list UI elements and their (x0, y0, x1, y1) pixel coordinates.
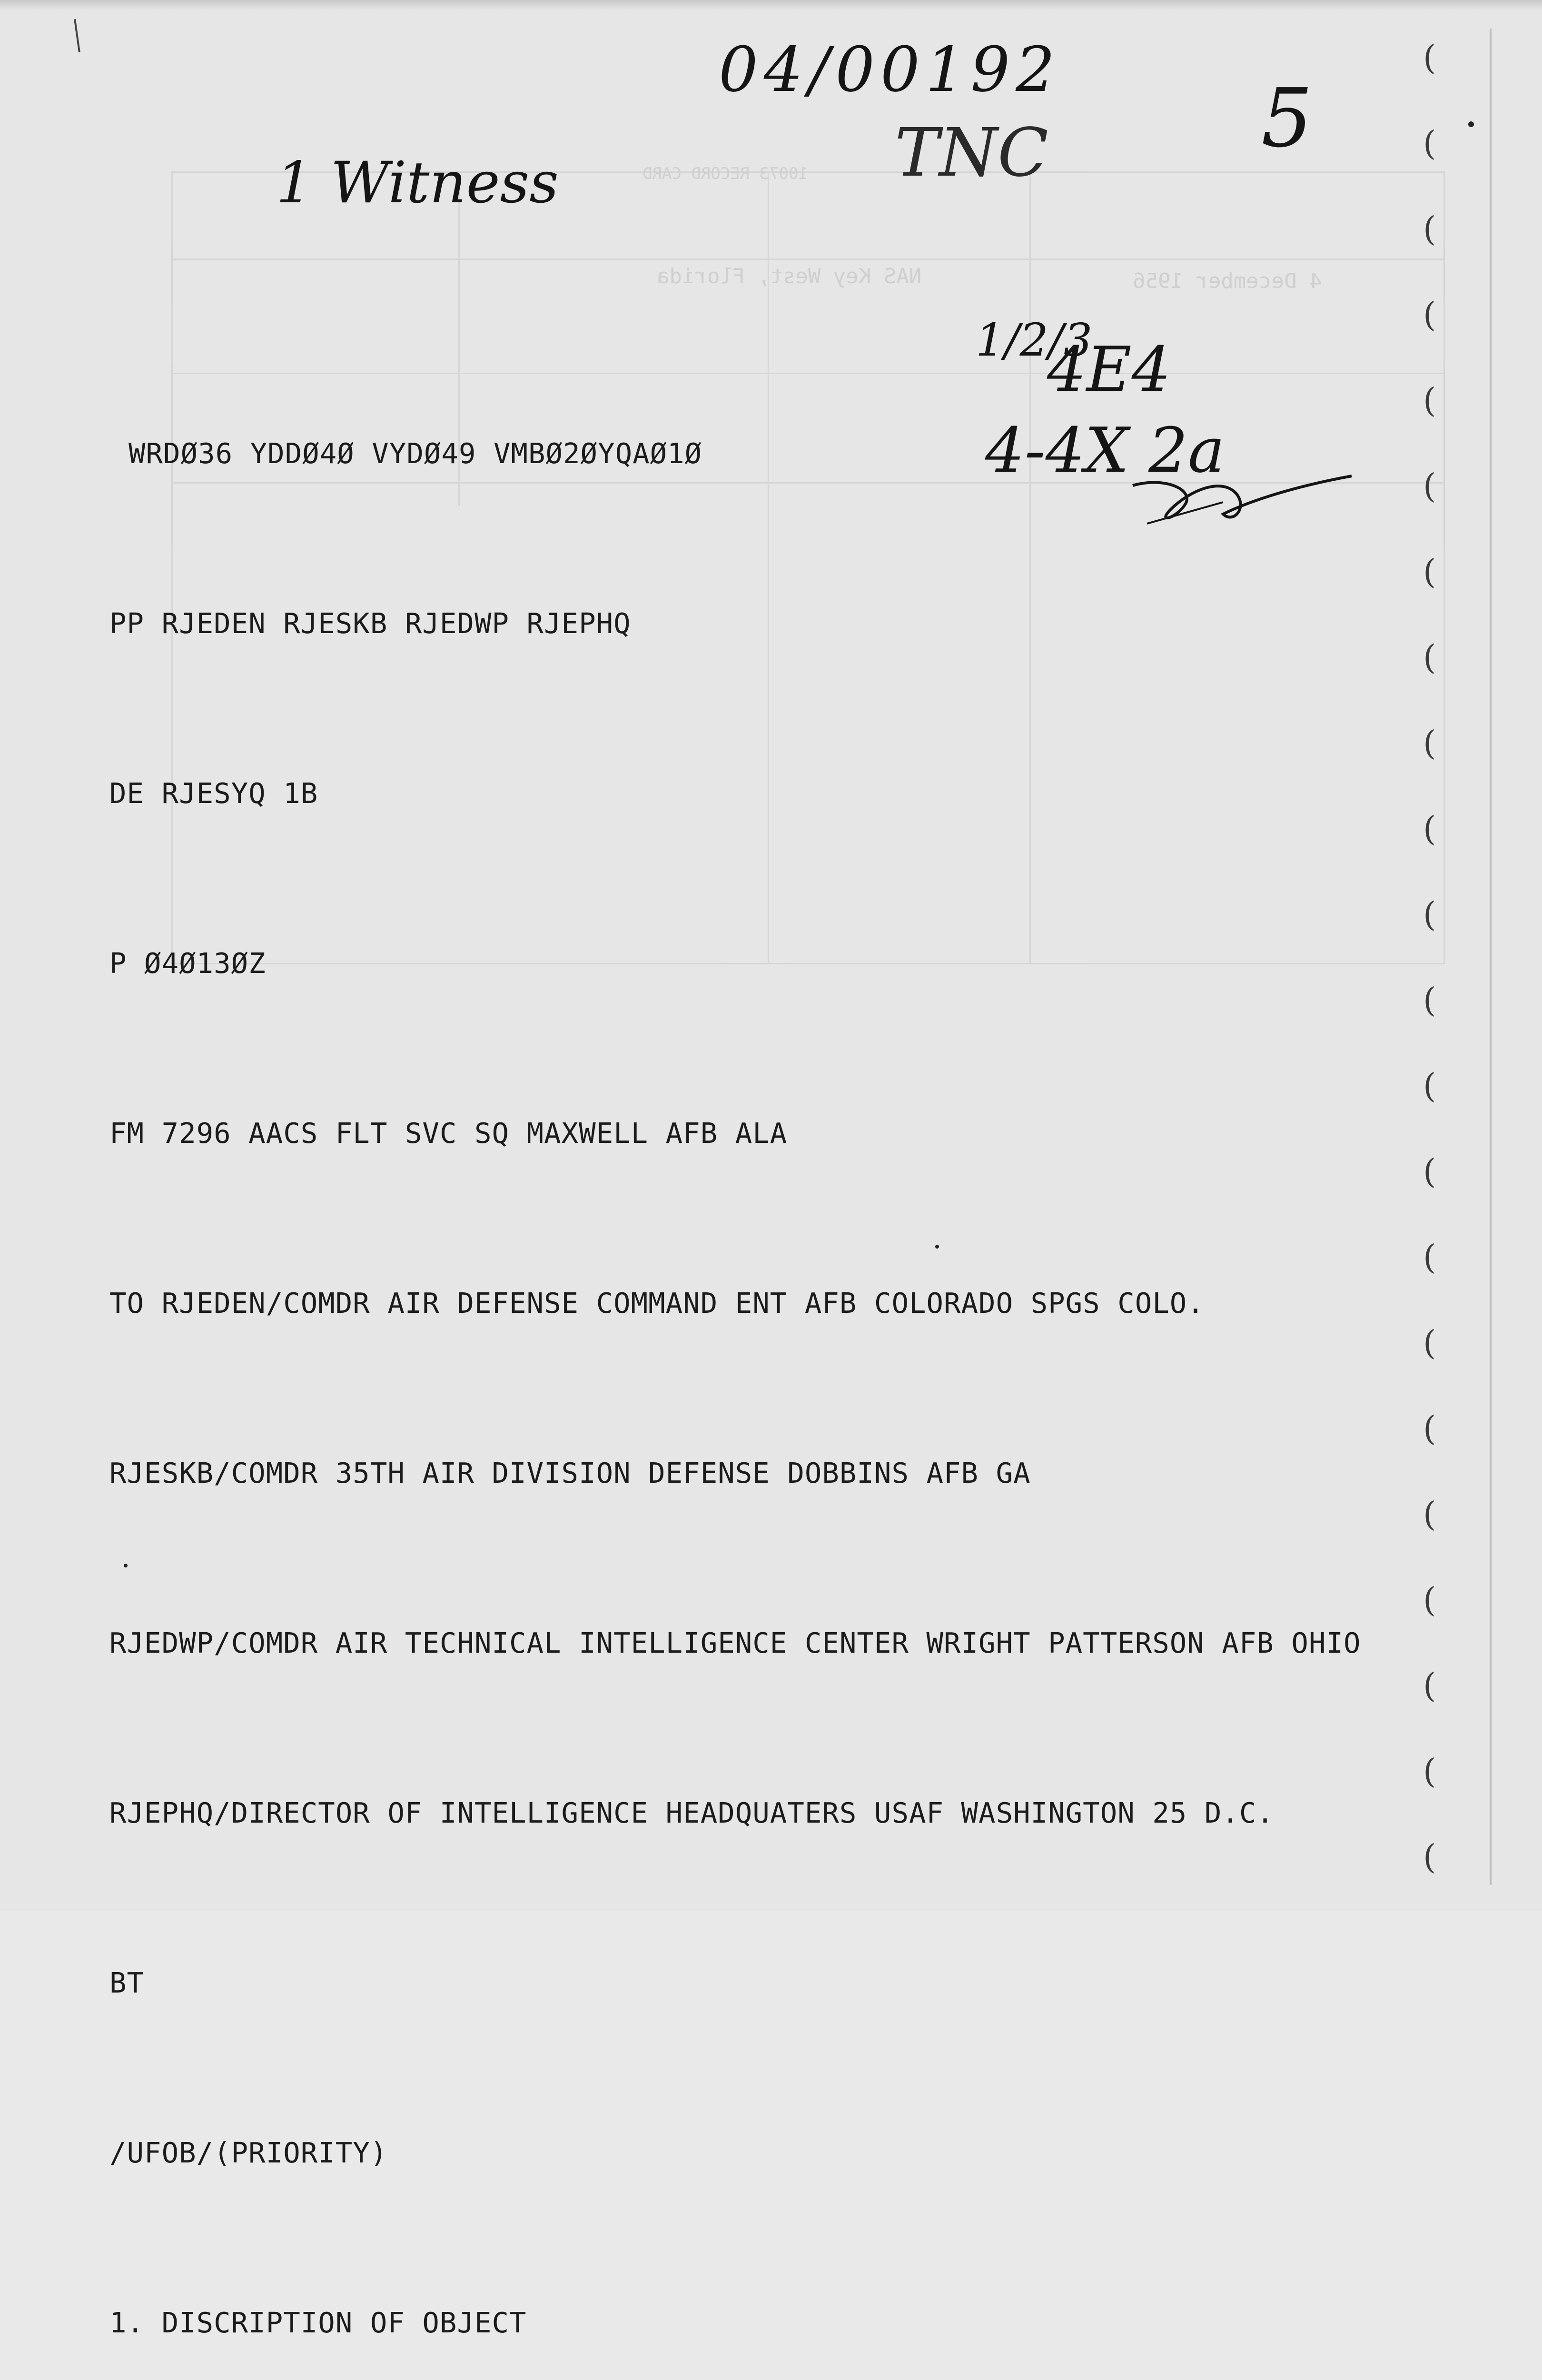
binder-hole-mark: ( (1423, 1409, 1436, 1448)
binder-hole-mark: ( (1423, 981, 1436, 1020)
from-line: FM 7296 AACS FLT SVC SQ MAXWELL AFB ALA (109, 1117, 788, 1150)
binder-hole-mark: ( (1423, 381, 1436, 420)
binder-hole-mark: ( (1423, 1837, 1436, 1876)
ghost-location: NAS Key West, Florida (657, 264, 922, 288)
binder-hole-mark: ( (1423, 1666, 1436, 1705)
binder-hole-mark: ( (1423, 1495, 1436, 1534)
binder-hole-mark: ( (1423, 124, 1436, 163)
addressee-line: RJEDWP/COMDR AIR TECHNICAL INTELLIGENCE CENTER WRIGHT PATTERSON AFB OHIO (109, 1626, 1361, 1659)
binder-hole-mark: ( (1423, 724, 1436, 763)
to-line: TO RJEDEN/COMDR AIR DEFENSE COMMAND ENT AFB COLORADO SPGS COLO. (109, 1287, 1205, 1319)
handwritten-witness-note: 1 Witness (276, 150, 559, 216)
binder-hole-mark: ( (1423, 1066, 1436, 1105)
handwritten-fraction: 1/2/3 (976, 314, 1093, 367)
routing-header-line: WRDØ36 YDDØ4Ø VYDØ49 VMBØ2ØYQAØ1Ø (128, 437, 702, 470)
binder-hole-mark: ( (1423, 295, 1436, 334)
binder-hole-mark: ( (1423, 895, 1436, 934)
subject-line: /UFOB/(PRIORITY) (109, 2136, 388, 2169)
binder-hole-mark: ( (1423, 1752, 1436, 1791)
addressee-line: RJEPHQ/DIRECTOR OF INTELLIGENCE HEADQUATERS USAF WASHINGTON 25 D.C. (109, 1796, 1274, 1829)
binder-hole-mark: ( (1423, 38, 1436, 77)
handwritten-reference-2: 4-4X 2a (985, 414, 1225, 486)
ghost-rule (173, 258, 1443, 260)
addressee-line: RJESKB/COMDR 35TH AIR DIVISION DEFENSE DOBBINS AFB GA (109, 1457, 1031, 1489)
binder-hole-mark: ( (1423, 1323, 1436, 1362)
binder-hole-mark: ( (1423, 1152, 1436, 1191)
ghost-date: 4 December 1956 (1133, 269, 1322, 293)
ghost-card-title: 10073 RECORD CARD (642, 164, 808, 183)
binder-hole-mark: ( (1423, 809, 1436, 848)
page-top-edge (0, 0, 1542, 10)
teletype-message (109, 312, 1361, 2380)
section-heading: 1. DISCRIPTION OF OBJECT (109, 2306, 527, 2339)
binder-hole-mark: ( (1423, 466, 1436, 506)
handwritten-page-number: 5 (1261, 71, 1313, 166)
date-time-group-line: P Ø4Ø13ØZ (109, 947, 266, 980)
break-line: BT (109, 1966, 145, 1999)
margin-pen-mark (74, 19, 80, 52)
station-line: DE RJESYQ 1B (109, 777, 318, 810)
binder-hole-mark: ( (1423, 1238, 1436, 1277)
handwritten-case-number: 04/00192 (719, 33, 1061, 106)
precedence-line: PP RJEDEN RJESKB RJEDWP RJEPHQ (109, 607, 631, 640)
binder-hole-mark: ( (1423, 638, 1436, 677)
right-margin-rule (1490, 29, 1492, 1885)
binder-hole-mark: ( (1423, 552, 1436, 591)
scan-speck (935, 1245, 939, 1249)
scan-speck (124, 1564, 128, 1567)
handwritten-initials: TNC (895, 114, 1048, 192)
handwritten-reference-1: 4E4 (1047, 333, 1171, 406)
scan-speck (1468, 121, 1474, 127)
binder-hole-mark: ( (1423, 1580, 1436, 1619)
binder-hole-mark: ( (1423, 209, 1436, 248)
